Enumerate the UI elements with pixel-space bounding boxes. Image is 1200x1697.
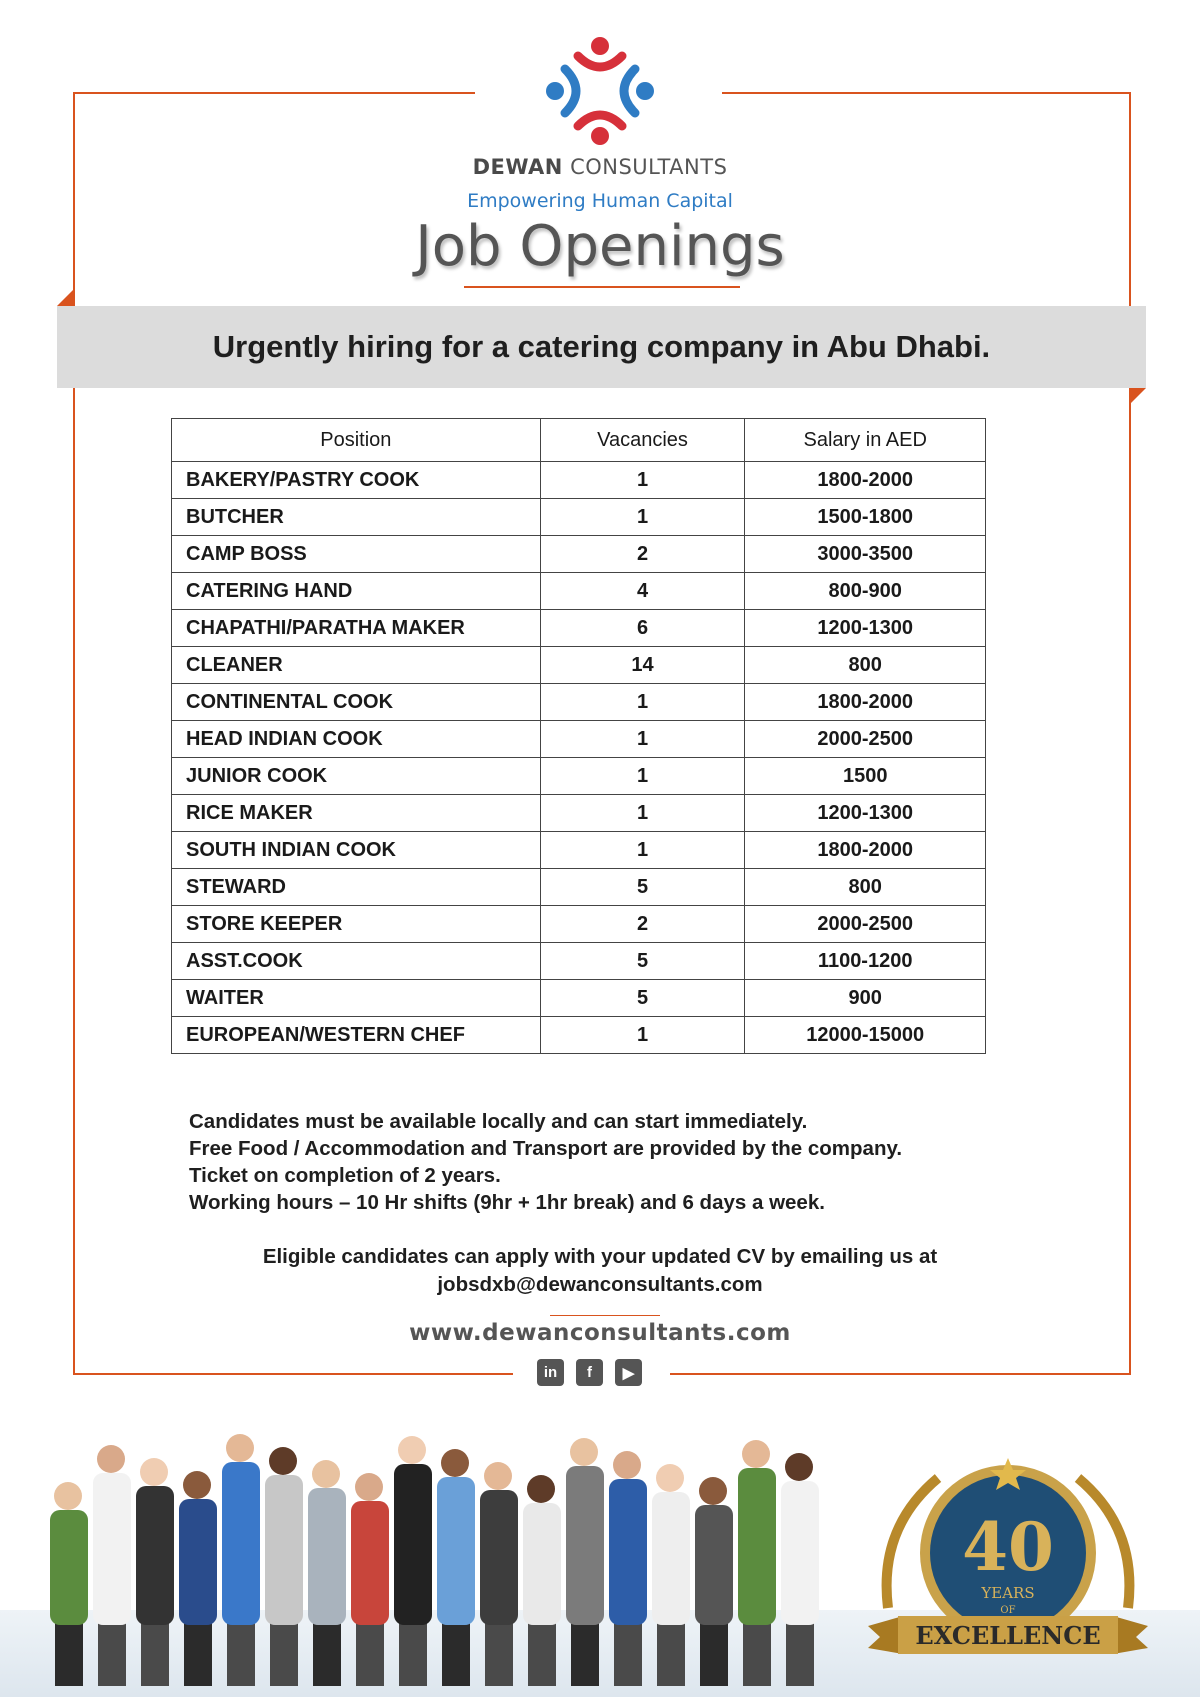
cell-salary: 1500-1800 [745, 499, 986, 536]
youtube-icon[interactable]: ▶ [615, 1359, 642, 1386]
table-row [172, 573, 986, 610]
cell-salary: 2000-2500 [745, 906, 986, 943]
cell-salary: 1800-2000 [745, 684, 986, 721]
cell-salary: 3000-3500 [745, 536, 986, 573]
cell-vacancies: 4 [540, 573, 745, 610]
table-row [172, 610, 986, 647]
website-link[interactable]: www.dewanconsultants.com [409, 1320, 791, 1346]
worker-figure [652, 1464, 690, 1686]
table-header-row [172, 419, 986, 462]
worker-figure [93, 1445, 131, 1686]
frame-top-left [73, 92, 475, 94]
cell-vacancies: 1 [540, 462, 745, 499]
dewan-logo-icon [543, 34, 657, 148]
cell-salary: 1800-2000 [745, 462, 986, 499]
apply-email[interactable]: jobsdxb@dewanconsultants.com [437, 1273, 763, 1296]
apply-text: Eligible candidates can apply with your updated CV by emailing us at [262, 1245, 938, 1268]
worker-figure [351, 1473, 389, 1686]
frame-bottom-right [670, 1373, 1131, 1375]
cell-salary: 2000-2500 [745, 721, 986, 758]
cell-vacancies: 5 [540, 869, 745, 906]
footer-rule [550, 1315, 660, 1316]
cell-position: CAMP BOSS [172, 536, 541, 573]
facebook-icon[interactable]: f [576, 1359, 603, 1386]
table-row [172, 980, 986, 1017]
cell-vacancies: 1 [540, 499, 745, 536]
cell-vacancies: 1 [540, 758, 745, 795]
note-line: Working hours – 10 Hr shifts (9hr + 1hr break) and 6 days a week. [189, 1191, 825, 1214]
cell-position: EUROPEAN/WESTERN CHEF [172, 1017, 541, 1054]
worker-figure [738, 1440, 776, 1686]
cell-position: BAKERY/PASTRY COOK [172, 462, 541, 499]
cell-position: STORE KEEPER [172, 906, 541, 943]
note-line: Ticket on completion of 2 years. [189, 1164, 501, 1187]
cell-vacancies: 2 [540, 536, 745, 573]
workers-group-illustration [40, 1400, 830, 1690]
cell-position: RICE MAKER [172, 795, 541, 832]
linkedin-icon[interactable]: in [537, 1359, 564, 1386]
header-position: Position [172, 419, 541, 462]
hiring-banner: Urgently hiring for a catering company in Abu Dhabi. [57, 306, 1146, 388]
cell-salary: 900 [745, 980, 986, 1017]
frame-right [1129, 92, 1131, 1374]
title-underline [464, 286, 740, 288]
cell-salary: 1800-2000 [745, 832, 986, 869]
cell-position: JUNIOR COOK [172, 758, 541, 795]
banner-fold-left [57, 290, 73, 306]
cell-vacancies: 1 [540, 795, 745, 832]
cell-vacancies: 1 [540, 1017, 745, 1054]
table-row [172, 499, 986, 536]
table-row [172, 906, 986, 943]
header-vacancies: Vacancies [540, 419, 745, 462]
note-line: Free Food / Accommodation and Transport are provided by the company. [189, 1137, 903, 1160]
worker-figure [222, 1434, 260, 1686]
badge-of: OF [1000, 1605, 1016, 1616]
table-row [172, 536, 986, 573]
social-links [537, 1359, 642, 1386]
brand-tagline: Empowering Human Capital [467, 190, 733, 212]
table-row [172, 647, 986, 684]
excellence-badge [858, 1448, 1158, 1668]
cell-position: STEWARD [172, 869, 541, 906]
cell-vacancies: 5 [540, 943, 745, 980]
worker-figure [781, 1453, 819, 1686]
cell-position: BUTCHER [172, 499, 541, 536]
cell-vacancies: 2 [540, 906, 745, 943]
table-row [172, 684, 986, 721]
apply-instructions [0, 1243, 1200, 1299]
worker-figure [136, 1458, 174, 1686]
badge-label: EXCELLENCE [915, 1621, 1101, 1650]
worker-figure [394, 1436, 432, 1686]
page-title: Job Openings [415, 214, 785, 279]
table-row [172, 943, 986, 980]
worker-figure [179, 1471, 217, 1686]
worker-figure [50, 1482, 88, 1686]
worker-figure [480, 1462, 518, 1686]
cell-vacancies: 5 [540, 980, 745, 1017]
brand-name: DEWAN CONSULTANTS [472, 155, 728, 179]
cell-salary: 1200-1300 [745, 610, 986, 647]
table-row [172, 721, 986, 758]
banner-fold-right [1130, 388, 1146, 404]
header-salary: Salary in AED [745, 419, 986, 462]
cell-salary: 12000-15000 [745, 1017, 986, 1054]
table-row [172, 795, 986, 832]
worker-figure [437, 1449, 475, 1686]
frame-left [73, 92, 75, 1374]
cell-position: CLEANER [172, 647, 541, 684]
cell-salary: 800 [745, 647, 986, 684]
cell-salary: 800-900 [745, 573, 986, 610]
cell-position: WAITER [172, 980, 541, 1017]
worker-figure [265, 1447, 303, 1686]
table-row [172, 758, 986, 795]
cell-salary: 800 [745, 869, 986, 906]
cell-position: HEAD INDIAN COOK [172, 721, 541, 758]
cell-position: CONTINENTAL COOK [172, 684, 541, 721]
worker-figure [308, 1460, 346, 1686]
worker-figure [566, 1438, 604, 1686]
frame-top-right [722, 92, 1131, 94]
cell-position: CHAPATHI/PARATHA MAKER [172, 610, 541, 647]
cell-vacancies: 1 [540, 832, 745, 869]
table-row [172, 1017, 986, 1054]
cell-vacancies: 14 [540, 647, 745, 684]
cell-position: CATERING HAND [172, 573, 541, 610]
badge-number: 40 [962, 1508, 1054, 1586]
job-notes [189, 1108, 902, 1216]
cell-position: ASST.COOK [172, 943, 541, 980]
worker-figure [523, 1475, 561, 1686]
table-row [172, 869, 986, 906]
badge-years: YEARS [981, 1584, 1035, 1602]
cell-vacancies: 1 [540, 721, 745, 758]
frame-bottom-left [73, 1373, 513, 1375]
cell-vacancies: 1 [540, 684, 745, 721]
table-row [172, 462, 986, 499]
cell-vacancies: 6 [540, 610, 745, 647]
table-row [172, 832, 986, 869]
cell-position: SOUTH INDIAN COOK [172, 832, 541, 869]
job-table [171, 418, 986, 1054]
cell-salary: 1100-1200 [745, 943, 986, 980]
cell-salary: 1500 [745, 758, 986, 795]
worker-figure [695, 1477, 733, 1686]
note-line: Candidates must be available locally and can start immediately. [189, 1110, 808, 1133]
cell-salary: 1200-1300 [745, 795, 986, 832]
worker-figure [609, 1451, 647, 1686]
